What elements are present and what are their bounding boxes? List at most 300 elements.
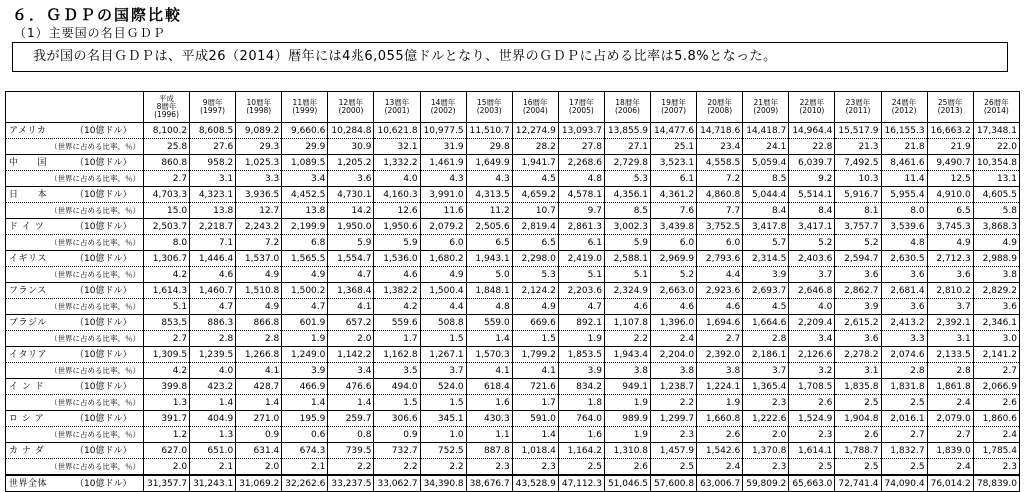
share-value: 3.1 [835,363,881,379]
share-value: 1.7 [374,331,420,347]
year-header [374,92,420,123]
gdp-value: 1,457.9 [651,443,697,459]
gdp-value: 2,403.6 [789,251,835,267]
header-row [6,92,1020,123]
share-value: 1.0 [420,427,466,443]
gdp-value: 7,492.5 [835,155,881,171]
share-value: 11.6 [420,203,466,219]
unit-label: （10億ドル） [75,285,132,296]
share-value: 1.9 [604,395,650,411]
year-header [512,92,558,123]
gdp-value: 1,267.1 [420,347,466,363]
share-value: 2.2 [651,395,697,411]
gdp-value: 2,346.1 [973,315,1019,331]
gdp-value: 1,708.5 [789,379,835,395]
table-row [6,267,1020,283]
share-label: （世界に占める比率、％） [6,395,144,411]
gdp-value: 1,649.9 [466,155,512,171]
gdp-value: 2,969.9 [651,251,697,267]
share-value: 13.8 [190,203,236,219]
year-header-ad: (1998) [246,106,272,115]
share-value: 2.0 [144,459,190,476]
share-value: 3.8 [604,363,650,379]
share-value: 1.8 [558,395,604,411]
gdp-value: 1,025.3 [236,155,282,171]
gdp-value: 16,663.2 [927,123,973,139]
gdp-value: 259.7 [328,411,374,427]
gdp-value: 4,605.5 [973,187,1019,203]
share-value: 2.4 [927,459,973,476]
gdp-value: 3,936.5 [236,187,282,203]
gdp-value: 5,059.4 [743,155,789,171]
share-value: 21.8 [881,139,927,155]
share-value: 29.3 [236,139,282,155]
gdp-value: 2,079.0 [927,411,973,427]
share-value: 2.0 [236,459,282,476]
share-value: 2.5 [881,395,927,411]
gdp-value: 306.6 [374,411,420,427]
share-value: 6.1 [558,235,604,251]
share-value: 21.3 [835,139,881,155]
share-value: 2.3 [466,459,512,476]
share-value: 2.4 [651,331,697,347]
world-value: 34,390.8 [420,475,466,492]
share-value: 3.6 [927,267,973,283]
gdp-value: 14,477.6 [651,123,697,139]
share-value: 4.1 [328,299,374,315]
gdp-value: 2,392.0 [697,347,743,363]
gdp-value: 4,323.1 [190,187,236,203]
gdp-value: 8,100.2 [144,123,190,139]
gdp-value: 195.9 [282,411,328,427]
gdp-value: 2,681.4 [881,283,927,299]
gdp-value: 430.3 [466,411,512,427]
share-value: 4.9 [236,299,282,315]
share-value: 2.6 [973,395,1019,411]
year-header-year: 10暦年 [246,98,271,107]
share-value: 4.1 [512,363,558,379]
share-value: 3.8 [973,267,1019,283]
gdp-value: 2,615.2 [835,315,881,331]
year-header-ad: (2009) [753,106,779,115]
share-value: 2.7 [144,331,190,347]
table-row [6,443,1020,459]
share-value: 27.8 [558,139,604,155]
share-value: 4.2 [144,267,190,283]
gdp-value: 508.8 [420,315,466,331]
share-value: 4.1 [236,363,282,379]
gdp-value: 4,313.5 [466,187,512,203]
table-row [6,251,1020,267]
table-row [6,379,1020,395]
share-value: 4.6 [374,267,420,283]
gdp-value: 1,368.4 [328,283,374,299]
share-value: 2.1 [282,459,328,476]
gdp-value: 2,819.4 [512,219,558,235]
gdp-value: 9,660.6 [282,123,328,139]
share-value: 2.3 [743,395,789,411]
gdp-value: 1,565.5 [282,251,328,267]
share-value: 4.5 [512,171,558,187]
share-value: 2.6 [604,459,650,476]
gdp-value: 2,630.5 [881,251,927,267]
country-name: カ ナ ダ [9,445,45,456]
gdp-value: 1,832.7 [881,443,927,459]
share-value: 6.0 [651,235,697,251]
gdp-value: 2,203.6 [558,283,604,299]
gdp-value: 3,991.0 [420,187,466,203]
share-value: 15.0 [144,203,190,219]
share-value: 1.5 [420,395,466,411]
gdp-value: 2,209.4 [789,315,835,331]
share-value: 3.2 [789,363,835,379]
table-row [6,395,1020,411]
share-value: 2.3 [651,427,697,443]
year-header [604,92,650,123]
world-value: 31,069.2 [236,475,282,492]
row-label [6,123,144,139]
share-label: （世界に占める比率、％） [6,331,144,347]
share-value: 23.4 [697,139,743,155]
gdp-value: 651.0 [190,443,236,459]
gdp-value: 1,164.2 [558,443,604,459]
year-header [973,92,1019,123]
year-header [236,92,282,123]
share-value: 3.6 [835,331,881,347]
year-header [558,92,604,123]
share-value: 0.6 [282,427,328,443]
gdp-value: 764.0 [558,411,604,427]
table-row [6,219,1020,235]
unit-label: （10億ドル） [75,413,132,424]
share-value: 0.8 [328,427,374,443]
gdp-value: 17,348.1 [973,123,1019,139]
share-value: 2.8 [927,363,973,379]
share-value: 1.3 [190,427,236,443]
year-header-ad: (2010) [799,106,825,115]
gdp-value: 2,141.2 [973,347,1019,363]
share-value: 3.7 [789,267,835,283]
gdp-value: 949.1 [604,379,650,395]
share-value: 3.6 [835,267,881,283]
share-value: 4.7 [282,299,328,315]
gdp-value: 10,621.8 [374,123,420,139]
share-value: 5.1 [558,267,604,283]
gdp-value: 1,537.0 [236,251,282,267]
gdp-value: 4,910.0 [927,187,973,203]
world-value: 33,062.7 [374,475,420,492]
year-header [144,92,190,123]
share-value: 11.2 [466,203,512,219]
share-value: 4.9 [236,267,282,283]
year-header-year: 23暦年 [845,98,871,107]
gdp-value: 674.3 [282,443,328,459]
unit-label: （10億ドル） [75,189,132,200]
gdp-value: 2,646.8 [789,283,835,299]
share-label: （世界に占める比率、％） [6,235,144,251]
gdp-value: 2,392.1 [927,315,973,331]
year-header-ad: (2002) [430,106,456,115]
gdp-value: 1,162.8 [374,347,420,363]
share-value: 32.1 [374,139,420,155]
share-value: 3.9 [835,299,881,315]
country-name: 日 本 [9,189,48,200]
share-value: 3.9 [743,267,789,283]
world-value: 47,112.3 [558,475,604,492]
gdp-value: 13,093.7 [558,123,604,139]
share-value: 4.7 [328,267,374,283]
gdp-value: 1,238.7 [651,379,697,395]
gdp-value: 8,461.6 [881,155,927,171]
year-header [697,92,743,123]
share-value: 1.9 [282,331,328,347]
year-header [651,92,697,123]
share-value: 1.4 [282,395,328,411]
year-header-ad: (2003) [476,106,502,115]
share-value: 29.9 [282,139,328,155]
share-value: 2.8 [881,363,927,379]
share-value: 2.2 [374,459,420,476]
gdp-value: 1,831.8 [881,379,927,395]
share-value: 2.6 [835,427,881,443]
year-header-ad: (1996) [154,110,180,119]
share-value: 7.7 [697,203,743,219]
gdp-value: 404.9 [190,411,236,427]
row-label [6,379,144,395]
share-value: 13.8 [282,203,328,219]
gdp-value: 2,793.6 [697,251,743,267]
year-header [420,92,466,123]
gdp-value: 2,074.6 [881,347,927,363]
share-value: 1.7 [512,395,558,411]
share-value: 4.9 [420,267,466,283]
share-value: 2.2 [328,459,374,476]
share-value: 5.1 [144,299,190,315]
row-label [6,443,144,459]
share-value: 3.4 [789,331,835,347]
year-header-year: 11暦年 [292,98,318,107]
share-value: 5.2 [835,235,881,251]
share-value: 1.9 [604,427,650,443]
year-header-ad: (2000) [338,106,364,115]
share-value: 1.1 [466,427,512,443]
country-name: イ ン ド [9,381,45,392]
gdp-value: 669.6 [512,315,558,331]
share-value: 1.4 [236,395,282,411]
row-label [6,219,144,235]
country-name: イギリス [9,253,47,264]
gdp-value: 494.0 [374,379,420,395]
country-name: ブラジル [9,317,47,328]
row-label [6,475,144,492]
share-value: 2.6 [697,427,743,443]
gdp-value: 886.3 [190,315,236,331]
share-value: 3.8 [697,363,743,379]
gdp-value: 4,356.1 [604,187,650,203]
year-header [190,92,236,123]
world-value: 38,676.7 [466,475,512,492]
country-name: イタリア [9,349,48,360]
year-header-era: 平成 [159,94,175,103]
gdp-value: 2,588.1 [604,251,650,267]
share-value: 4.0 [789,299,835,315]
share-value: 2.5 [651,459,697,476]
share-value: 3.9 [558,363,604,379]
gdp-value: 1,788.7 [835,443,881,459]
share-value: 1.4 [466,331,512,347]
row-label [6,187,144,203]
share-value: 5.3 [604,171,650,187]
world-value: 65,663.0 [789,475,835,492]
gdp-value: 428.7 [236,379,282,395]
share-value: 2.3 [789,427,835,443]
share-value: 3.6 [881,299,927,315]
gdp-value: 5,514.1 [789,187,835,203]
year-header-year: 17暦年 [569,98,594,107]
gdp-value: 4,730.1 [328,187,374,203]
year-header [282,92,328,123]
gdp-value: 739.5 [328,443,374,459]
share-value: 3.1 [190,171,236,187]
unit-label: （10億ドル） [75,445,132,456]
share-value: 3.8 [651,363,697,379]
gdp-value: 1,310.8 [604,443,650,459]
share-value: 4.6 [604,299,650,315]
share-value: 3.7 [420,363,466,379]
share-label: （世界に占める比率、％） [6,427,144,443]
unit-label: （10億ドル） [75,157,132,168]
gdp-value: 2,133.5 [927,347,973,363]
share-value: 9.7 [558,203,604,219]
gdp-value: 2,079.2 [420,219,466,235]
share-label: （世界に占める比率、％） [6,139,144,155]
gdp-value: 657.2 [328,315,374,331]
share-value: 2.6 [789,395,835,411]
gdp-value: 4,452.5 [282,187,328,203]
share-value: 2.5 [558,459,604,476]
gdp-value: 3,745.3 [927,219,973,235]
share-value: 3.1 [927,331,973,347]
gdp-value: 423.2 [190,379,236,395]
table-row [6,123,1020,139]
gdp-value: 1,904.8 [835,411,881,427]
year-header-year: 26暦年 [984,98,1009,107]
share-label: （世界に占める比率、％） [6,171,144,187]
year-header-ad: (2001) [384,106,410,115]
section-title: ６．ＧＤＰの国際比較 [12,6,183,24]
gdp-value: 1,510.8 [236,283,282,299]
gdp-value: 4,361.2 [651,187,697,203]
share-value: 5.0 [466,267,512,283]
share-value: 4.8 [466,299,512,315]
summary-box [12,42,1008,72]
year-header-year: 16暦年 [523,98,548,107]
gdp-value: 9,089.2 [236,123,282,139]
gdp-value: 1,365.4 [743,379,789,395]
unit-label: （10億ドル） [75,221,132,232]
gdp-value: 591.0 [512,411,558,427]
share-value: 7.6 [651,203,697,219]
share-value: 5.8 [973,203,1019,219]
share-value: 4.4 [697,267,743,283]
row-label [6,155,144,171]
world-value: 51,046.5 [604,475,650,492]
gdp-value: 618.4 [466,379,512,395]
share-value: 8.4 [789,203,835,219]
gdp-value: 2,324.9 [604,283,650,299]
gdp-value: 2,016.1 [881,411,927,427]
country-name: 中 国 [9,157,48,168]
year-header-ad: (2012) [891,106,917,115]
share-value: 11.4 [881,171,927,187]
gdp-value: 1,542.6 [697,443,743,459]
gdp-value: 4,578.1 [558,187,604,203]
gdp-value: 1,224.1 [697,379,743,395]
year-header-ad: (1997) [200,106,226,115]
gdp-value: 4,659.2 [512,187,558,203]
summary-text: 我が国の名目ＧＤＰは、平成26（2014）暦年には4兆6,055億ドルとなり、世界のＧＤＰに占める比率は5.8%となった。 [33,49,777,64]
year-header [927,92,973,123]
gdp-value: 1,370.8 [743,443,789,459]
table-row [6,155,1020,171]
share-value: 1.6 [558,427,604,443]
table-row [6,347,1020,363]
share-label: （世界に占める比率、％） [6,459,144,476]
share-value: 8.5 [743,171,789,187]
share-value: 8.0 [144,235,190,251]
gdp-value: 8,608.5 [190,123,236,139]
share-value: 4.0 [374,171,420,187]
country-name: ロ シ ア [9,413,45,424]
gdp-value: 1,950.0 [328,219,374,235]
gdp-value: 6,039.7 [789,155,835,171]
share-value: 4.7 [558,299,604,315]
gdp-value: 524.0 [420,379,466,395]
gdp-value: 2,268.6 [558,155,604,171]
gdp-value: 2,594.7 [835,251,881,267]
share-value: 4.0 [190,363,236,379]
gdp-value: 1,266.8 [236,347,282,363]
share-value: 2.8 [743,331,789,347]
share-value: 5.2 [651,267,697,283]
share-value: 29.8 [466,139,512,155]
year-header-ad: (2008) [707,106,733,115]
share-value: 6.8 [282,235,328,251]
gdp-value: 1,660.8 [697,411,743,427]
gdp-value: 866.8 [236,315,282,331]
table-row [6,459,1020,476]
gdp-value: 11,510.7 [466,123,512,139]
gdp-value: 1,554.7 [328,251,374,267]
share-value: 3.6 [328,171,374,187]
share-value: 10.3 [835,171,881,187]
gdp-value: 4,558.5 [697,155,743,171]
share-value: 2.8 [236,331,282,347]
gdp-value: 15,517.9 [835,123,881,139]
year-header-year: 21暦年 [753,98,779,107]
gdp-value: 16,155.3 [881,123,927,139]
gdp-value: 5,955.4 [881,187,927,203]
share-label: （世界に占める比率、％） [6,203,144,219]
row-label [6,315,144,331]
share-value: 1.5 [374,395,420,411]
world-value: 74,090.4 [881,475,927,492]
year-header-year: 13暦年 [384,98,410,107]
year-header-year: 8暦年 [156,102,177,111]
gdp-value: 1,309.5 [144,347,190,363]
share-value: 0.9 [374,427,420,443]
share-value: 22.0 [973,139,1019,155]
